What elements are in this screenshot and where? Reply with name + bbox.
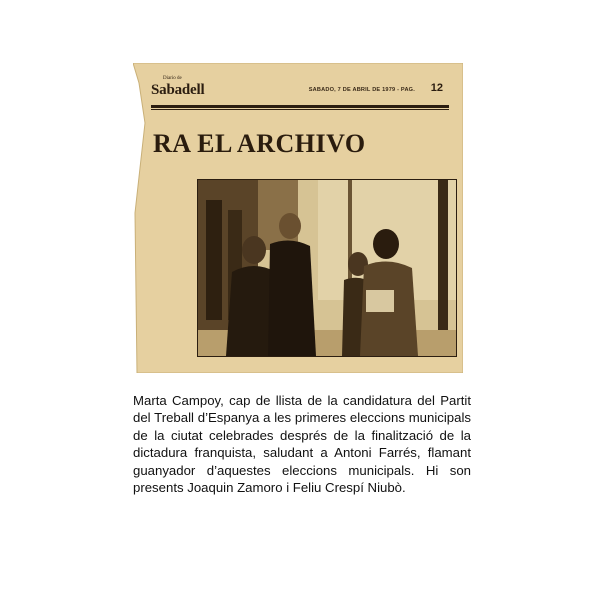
news-photo	[197, 179, 457, 357]
masthead-rule	[151, 105, 449, 108]
newspaper-logo: Sabadell	[151, 82, 205, 98]
caption-text: Marta Campoy, cap de llista de la candidatura del Partit del Treball d’Espanya a les primeres eleccions municipals de la ciutat celebrades després de la finalització de la dictadura franquista, saludant a Antoni Farrés, flamant guanyador d’aquestes eleccions municipals. Hi son presents Joaquin Zamoro i Feliu Crespí Niubò.	[133, 393, 471, 496]
newspaper-clipping	[133, 63, 463, 373]
masthead-rule-thin	[151, 109, 449, 110]
dateline: SABADO, 7 DE ABRIL DE 1979 - PAG.	[308, 87, 415, 93]
headline: RA EL ARCHIVO	[153, 129, 366, 158]
newspaper-name-small: Diario de	[163, 76, 182, 81]
newspaper-masthead	[151, 76, 449, 104]
page-number: 12	[430, 82, 443, 94]
